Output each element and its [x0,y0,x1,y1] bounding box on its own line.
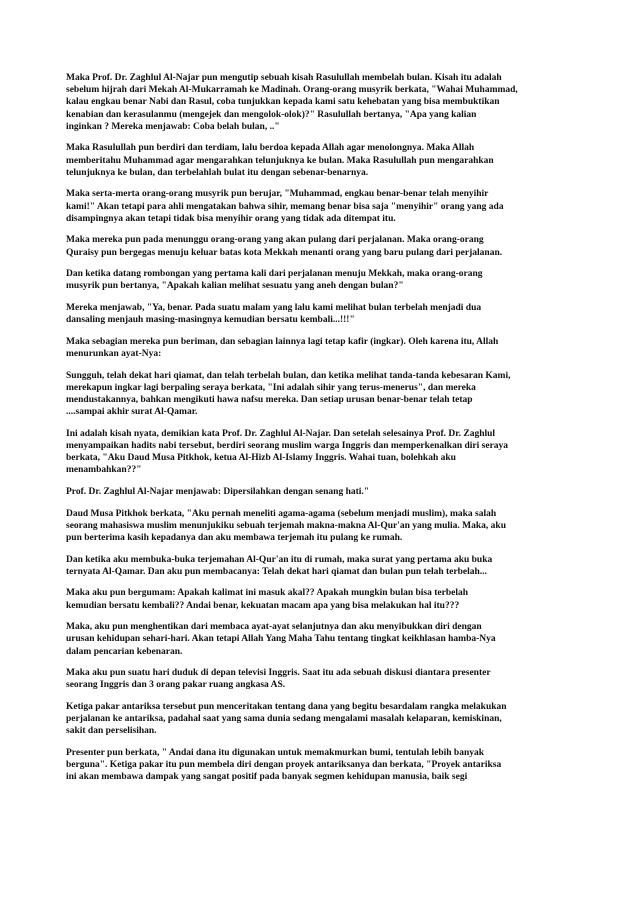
paragraph [66,554,574,578]
text-line: Presenter pun berkata, " Andai dana itu digunakan untuk memakmurkan bumi, tentulah lebih banyak [66,747,485,758]
paragraph [66,370,574,419]
text-line: seorang mahasiswa muslim menunjukiku sebuah terjemah makna-makna Al-Qur'an yang mulia. Maka, aku [66,520,506,531]
text-line: memberitahu Muhammad agar mengarahkan telunjuknya ke bulan. Maka Rasulullah pun mengarahkan [66,155,494,166]
paragraph [66,234,574,258]
text-line: Dan ketika aku membuka-buka terjemahan Al-Qur'an itu di rumah, maka surat yang pertama aku buka [66,554,493,565]
text-line: disampingnya akan tetapi tidak bisa menyihir orang yang tidak ada ditempat itu. [66,213,396,224]
text-line: sakit dan perselisihan. [66,726,157,737]
text-line: Maka aku pun bergumam: Apakah kalimat ini masuk akal?? Apakah mungkin bulan bisa terbelah [66,588,469,599]
paragraph [66,336,574,360]
text-line: pun berterima kasih kepadanya dan aku membawa terjemah itu pulang ke rumah. [66,533,403,543]
text-line: urusan kehidupan sehari-hari. Akan tetapi Allah Yang Maha Tahu tentang tingkat keikhlasan hamba-Nya [66,634,496,645]
text-line: berkata, "Aku Daud Musa Pitkhok, ketua Al-Hizb Al-Islamy Inggris. Wahai tuan, bolehkah aku [66,453,456,464]
text-line: Maka serta-merta orang-orang musyrik pun berujar, "Muhammad, engkau benar-benar telah menyihir [66,189,489,200]
text-line: kalau engkau benar Nabi dan Rasul, coba tunjukkan kepada kami satu kehebatan yang bisa membuktikan [66,97,500,108]
text-line: Maka mereka pun pada menunggu orang-orang yang akan pulang dari perjalanan. Maka orang-orang [66,235,484,246]
text-line: mendustakannya, bahkan mengikuti hawa nafsu mereka. Dan setiap urusan benar-benar telah tetap [66,395,473,405]
text-line: Dan ketika datang rombongan yang pertama kali dari perjalanan menuju Mekkah, maka orang-orang [66,269,483,280]
text-line: sebelum hijrah dari Mekah Al-Mukarramah ke Madinah. Orang-orang musyrik berkata, "Wahai Muhammad, [66,85,518,96]
paragraph [66,428,574,477]
text-line: Mereka menjawab, "Ya, benar. Pada suatu malam yang lalu kami melihat bulan terbelah menjadi dua [66,303,482,313]
text-line: Maka Rasulullah pun berdiri dan terdiam, lalu berdoa kepada Allah agar menolongnya. Maka Allah [66,143,475,154]
text-line: inginkan ? Mereka menjawab: Coba belah bulan, .." [66,121,280,132]
text-line: merekapun ingkar lagi berpaling seraya berkata, "Ini adalah sihir yang terus-menerus", dan mereka [66,382,476,393]
text-line: Daud Musa Pitkhok berkata, "Aku pernah meneliti agama-agama (sebelum menjadi muslim), maka salah [66,508,497,519]
paragraph [66,508,574,545]
paragraph [66,587,574,611]
paragraph [66,302,574,326]
document-page [66,72,574,793]
text-line: berguna". Ketiga pakar itu pun membela diri dengan proyek antariksanya dan berkata, "Proyek antariksa [66,760,502,771]
paragraph [66,188,574,225]
text-line: Sungguh, telah dekat hari qiamat, dan telah terbelah bulan, dan ketika melihat tanda-tanda kebesaran Kami, [66,370,511,381]
paragraph [66,747,574,784]
text-line: seorang Inggris dan 3 orang pakar ruang angkasa AS. [66,680,286,691]
text-line: Maka aku pun suatu hari duduk di depan televisi Inggris. Saat itu ada sebuah diskusi diantara presenter [66,668,491,679]
text-line: dansaling menjauh masing-masingnya kemudian bersatu kembali...!!!" [66,315,355,326]
text-line: kami!" Akan tetapi para ahli mengatakan bahwa sihir, memang benar bisa saja "menyihir" orang yang ada [66,201,504,212]
text-line: Ini adalah kisah nyata, demikian kata Prof. Dr. Zaghlul Al-Najar. Dan setelah selesainya Prof. Dr. Zaghlul [66,428,496,439]
text-line: menambahkan??" [66,465,142,476]
text-line: musyrik pun bertanya, "Apakah kalian melihat sesuatu yang aneh dengan bulan?" [66,281,404,292]
paragraph [66,268,574,292]
paragraph [66,621,574,658]
text-line: Maka Prof. Dr. Zaghlul Al-Najar pun mengutip sebuah kisah Rasulullah membelah bulan. Kisah itu adalah [66,73,502,83]
text-line: dalam pencarian kebenaran. [66,646,183,657]
text-line: Maka sebagian mereka pun beriman, dan sebagian lainnya lagi tetap kafir (ingkar). Oleh karena itu, Allah [66,336,499,347]
text-line: Prof. Dr. Zaghlul Al-Najar menjawab: Dipersilahkan dengan senang hati." [66,487,370,497]
text-line: ternyata Al-Qamar. Dan aku pun membacanya: Telah dekat hari qiamat dan bulan pun telah terbelah... [66,566,487,577]
text-line: menurunkan ayat-Nya: [66,349,162,359]
text-line: ....sampai akhir surat Al-Qamar. [66,407,198,418]
text-line: menyampaikan hadits nabi tersebut, berdiri seorang muslim warga Inggris dan memperkenalkan diri seraya [66,441,509,451]
paragraph [66,667,574,691]
text-line: telunjuknya ke bulan, dan terbelahlah bulat itu dengan sebenar-benarnya. [66,167,369,178]
paragraph [66,72,574,133]
text-line: Maka, aku pun menghentikan dari membaca ayat-ayat selanjutnya dan aku menyibukkan diri dengan [66,622,482,633]
text-line: kemudian bersatu kembali?? Andai benar, kekuatan macam apa yang bisa melakukan hal itu??? [66,600,460,611]
text-line: Ketiga pakar antariksa tersebut pun menceritakan tentang dana yang begitu besardalam rangka melakukan [66,701,507,712]
text-line: perjalanan ke antariksa, padahal saat yang sama dunia sedang mengalami masalah kelaparan, kemiskinan, [66,714,502,725]
text-line: Quraisy pun bergegas menuju keluar batas kota Mekkah menanti orang yang baru pulang dari perjalanan. [66,247,503,258]
text-line: ini akan membawa dampak yang sangat positif pada banyak segmen kehidupan manusia, baik segi [66,772,468,783]
text-line: kenabian dan kerasulanmu (mengejek dan mengolok-olok)?" Rasulullah bertanya, "Apa yang kalian [66,109,477,120]
paragraph [66,486,574,498]
paragraph [66,142,574,179]
paragraph [66,701,574,738]
